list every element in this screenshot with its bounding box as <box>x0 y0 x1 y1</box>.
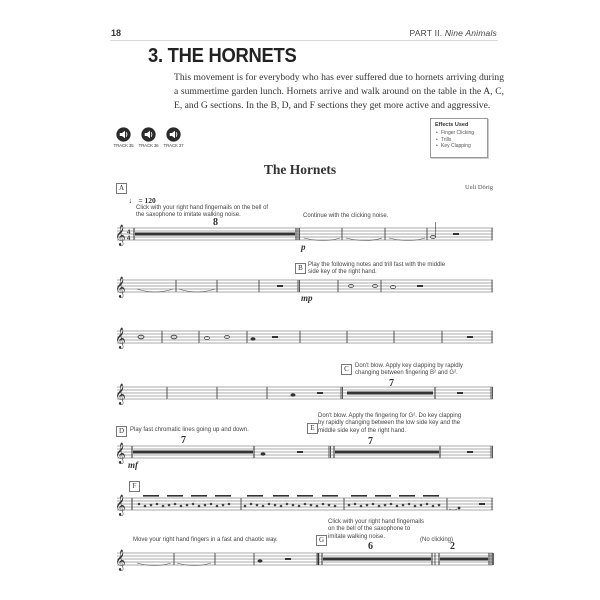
svg-text:4: 4 <box>127 236 131 242</box>
quarter-note-icon: ♩ <box>129 196 137 205</box>
rehearsal-mark-c: C <box>341 364 352 375</box>
part-title: Nine Animals <box>444 28 497 38</box>
part-label: PART II. <box>409 28 443 38</box>
svg-text:4: 4 <box>127 230 131 236</box>
effect-item: • Trills <box>441 137 483 144</box>
multirest-count: 7 <box>389 378 394 389</box>
instruction-c: Don't blow. Apply key clapping by rapidly changing between fingering B² and G². <box>355 363 463 377</box>
instruction-g: Click with your right hand fingernails on the bell of the saxophone to imitate walking noise. <box>328 519 425 540</box>
effects-heading: Effects Used <box>435 122 469 128</box>
tempo-marking <box>129 196 156 205</box>
rehearsal-mark-b: B <box>295 263 306 274</box>
staff-system-1 <box>115 225 493 246</box>
svg-text:𝄞: 𝄞 <box>115 277 126 298</box>
rehearsal-mark-f: F <box>129 481 140 492</box>
svg-text:𝄞: 𝄞 <box>115 443 126 464</box>
rehearsal-mark-e: E <box>307 423 318 434</box>
staff-system-4 <box>115 384 493 405</box>
section-intro: This movement is for everybody who has ever suffered due to hornets arriving during a summertime garden lunch. Hornets arrive and walk around on the table in the A, C, E, and G sections. In the B, D, and F sections they get more active and aggressive. <box>174 72 504 112</box>
rehearsal-mark-a: A <box>116 183 127 194</box>
instruction-a-continue: Continue with the clicking noise. <box>303 213 389 219</box>
effect-item: • Key Clapping <box>441 143 483 150</box>
rehearsal-mark-g: G <box>316 535 327 546</box>
part-header <box>409 28 497 38</box>
instruction-d: Play fast chromatic lines going up and down. <box>130 427 249 433</box>
page-number: 18 <box>111 28 122 38</box>
multirest-count: 6 <box>368 541 373 552</box>
audio-tracks <box>114 127 183 148</box>
svg-text:𝄞: 𝄞 <box>115 495 126 516</box>
effects-list <box>435 130 483 150</box>
staff-lines <box>115 328 493 349</box>
staff-system-7 <box>115 550 493 571</box>
tempo-value: = 120 <box>138 196 156 205</box>
section-title: 3. THE HORNETS <box>148 45 297 67</box>
piece-title: The Hornets <box>263 162 337 177</box>
staff-lines <box>115 225 493 246</box>
multirest-count: 7 <box>181 435 186 446</box>
track-36-button[interactable] <box>139 127 158 148</box>
effects-used-box <box>430 118 488 158</box>
track-label: TRACK 37 <box>163 143 184 148</box>
svg-text:𝄞: 𝄞 <box>115 328 126 349</box>
instruction-f-chaotic: Move your right hand fingers in a fast and chaotic way. <box>133 537 278 543</box>
multirest-count: 7 <box>368 436 373 447</box>
track-label: TRACK 36 <box>138 143 159 148</box>
multirest-count: 8 <box>213 217 218 228</box>
speaker-icon <box>116 127 131 142</box>
instruction-e: Don't blow. Apply the fingering for G². Do key clapping by rapidly changing between the low side key and the middle side key of the right hand. <box>318 413 462 434</box>
speaker-icon <box>166 127 181 142</box>
svg-text:𝄞: 𝄞 <box>115 384 126 405</box>
instruction-a: Click with your right hand fingernails on the bell of the saxophone to imitate walking noise. <box>136 205 269 219</box>
track-label: TRACK 35 <box>113 143 134 148</box>
rehearsal-mark-d: D <box>116 426 127 437</box>
staff-lines <box>115 384 493 405</box>
dynamic-marking: mf <box>128 460 138 470</box>
effect-item: • Finger Clicking <box>441 130 483 137</box>
svg-text:𝄞: 𝄞 <box>115 225 126 246</box>
staff-system-5 <box>115 443 493 464</box>
svg-text:𝄞: 𝄞 <box>115 550 126 571</box>
staff-lines <box>115 495 493 516</box>
composer: Ueli Dörig <box>465 184 493 191</box>
track-37-button[interactable] <box>164 127 183 148</box>
dynamic-marking: mp <box>301 293 313 303</box>
staff-lines <box>115 443 493 464</box>
staff-lines <box>115 550 493 571</box>
instruction-b: Play the following notes and trill fast with the middle side key of the right hand. <box>308 262 446 276</box>
staff-system-6 <box>115 495 493 516</box>
instruction-no-clicking: (No clicking) <box>420 537 454 543</box>
track-35-button[interactable] <box>114 127 133 148</box>
header-rule <box>110 40 498 41</box>
multirest-count: 2 <box>450 541 455 552</box>
dynamic-marking: p <box>301 242 306 252</box>
staff-system-3 <box>115 328 493 349</box>
speaker-icon <box>141 127 156 142</box>
